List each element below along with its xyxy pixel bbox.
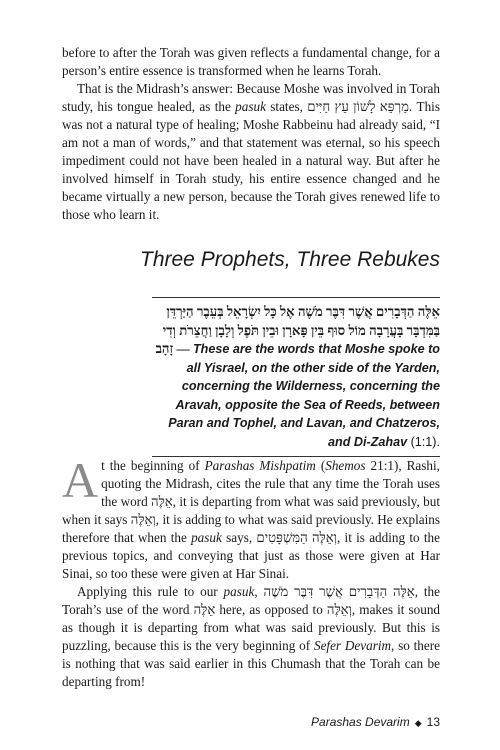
paragraph-rashi-rule xyxy=(62,452,440,583)
text-run: states, xyxy=(265,99,308,114)
paragraph-midrash-answer xyxy=(62,80,440,224)
text-run: That is the Midrash’s answer: Because Moshe was involved in Torah study, his tongue healed, as the xyxy=(62,81,440,114)
verse-english: These are the words that Moshe spoke to all Yisrael, on the other side of the Yarden, concerning the Wilderness, concerning the Aravah, opposite the Sea of Reeds, between Paran and Tophel, and Lavan, and Chatzeros, and Di-Zahav xyxy=(168,342,440,449)
paragraph-continuation xyxy=(62,44,440,80)
term-pasuk: pasuk xyxy=(191,530,222,545)
hebrew-word: וְאֵלֶּה xyxy=(326,602,352,617)
term-parashas: Parashas Mishpatim xyxy=(204,458,316,473)
hebrew-word: אֵלֶּה xyxy=(193,602,216,617)
text-run: , it is adding to the previous topics, and conveying that just as those were given at Har Sinai, so too these were given at Har Sinai. xyxy=(62,530,440,581)
paragraph-applying-rule xyxy=(62,583,440,691)
verse-block xyxy=(152,297,440,457)
hebrew-word: וְאֵלֶּה xyxy=(130,512,156,527)
verse-hebrew: אֵלֶּה הַדְּבָרִים אֲשֶׁר דִּבֶּר מֹשֶׁה אֶל כָּל יִשְׂרָאֵל בְּעֵבֶר הַיַּרְדֵּן בַּמִּדְבָּר בָּעֲרָבָה מוֹל סוּף בֵּין פָּארָן וּבֵין תֹּפֶל וְלָבָן וַחֲצֵרֹת וְדִי זָהָב xyxy=(155,304,440,356)
hebrew-phrase: אֵלֶּה הַדְּבָרִים אֲשֶׁר דִּבֶּר מֹשֶׁה xyxy=(263,584,415,599)
page-footer xyxy=(311,715,440,729)
text-run: , it is adding to what was said previously. He explains therefore that when the xyxy=(62,512,440,545)
hebrew-quote: מַרְפֵּא לָשׁוֹן עֵץ חַיִּים xyxy=(307,99,409,114)
text-run: , xyxy=(254,584,264,599)
text-run: here, as opposed to xyxy=(215,602,327,617)
term-pasuk: pasuk xyxy=(223,584,255,599)
running-title: Parashas Devarim xyxy=(311,715,410,729)
text-run: , makes it sound as though it is departing from what was said previously. But this is puzzling, because this is the very beginning of xyxy=(62,602,441,653)
diamond-separator-icon: ◆ xyxy=(414,718,422,728)
section-heading: Three Prophets, Three Rebukes xyxy=(140,248,440,271)
text-run: , the Torah’s use of the word xyxy=(62,584,441,617)
hebrew-word: אֵלֶּה xyxy=(151,494,173,509)
text-run: says, xyxy=(221,530,257,545)
text-run: ( xyxy=(315,458,326,473)
page-number: 13 xyxy=(426,715,440,729)
text-run: . This was not a natural type of healing; Moshe Rabbeinu had already said, “I am not a man of words,” and that statement was eternal, so his speech impediment could not have been healed in a natural way. But after he involved himself in Torah study, his entire essence changed and he became virtually a new person, because the Torah gives renewed life to those who learn it. xyxy=(62,99,440,222)
term-pasuk: pasuk xyxy=(235,99,266,114)
verse-dash: — xyxy=(173,341,193,356)
term-sefer: Sefer Devarim xyxy=(313,638,392,653)
text-run: Applying this rule to our xyxy=(77,584,224,599)
text-run: , it is departing from what was said previously, but when it says xyxy=(62,494,440,527)
drop-cap: A xyxy=(62,452,99,508)
text-run: t the beginning of xyxy=(101,458,205,473)
text-run: , so there is nothing that was said earlier in this Chumash that the Torah can be departing from! xyxy=(62,638,440,689)
verse-reference: (1:1). xyxy=(407,434,440,449)
hebrew-phrase: וְאֵלֶּה הַמִּשְׁפָּטִים xyxy=(256,530,337,545)
term-shemos: Shemos xyxy=(325,458,366,473)
p1-text: before to after the Torah was given reflects a fundamental change, for a person’s entire essence is transformed when he learns Torah. xyxy=(62,45,440,78)
text-run: 21:1), Rashi, quoting the Midrash, cites the rule that any time the Torah uses the word xyxy=(101,458,440,509)
